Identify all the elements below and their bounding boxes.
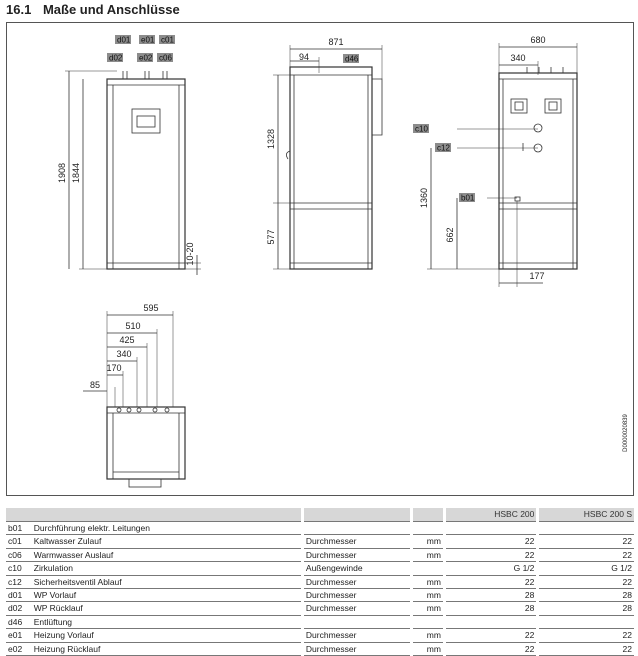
cell-code: c12 <box>6 575 32 588</box>
top-dim-85: 85 <box>89 380 101 390</box>
rear-view <box>427 43 577 287</box>
rear-bottom-offset: 177 <box>529 271 545 281</box>
rear-offset: 340 <box>510 53 526 63</box>
cell-property <box>304 615 411 628</box>
cell-description: WP Vorlauf <box>32 589 301 602</box>
cell-v2: 22 <box>539 575 634 588</box>
cell-description: Entlüftung <box>32 615 301 628</box>
cell-description: Sicherheitsventil Ablauf <box>32 575 301 588</box>
cell-v2: 28 <box>539 602 634 615</box>
section-number: 16.1 <box>6 2 32 17</box>
cell-description: Durchführung elektr. Leitungen <box>32 522 301 535</box>
cell-description: Heizung Vorlauf <box>32 629 301 642</box>
table-row <box>6 615 634 628</box>
cell-v2: 22 <box>539 535 634 548</box>
svg-text:d46: d46 <box>345 54 359 64</box>
cell-code: b01 <box>6 522 32 535</box>
svg-text:d01: d01 <box>117 35 131 45</box>
front-view <box>65 71 201 275</box>
side-height-upper: 1328 <box>266 128 276 150</box>
tag-front-top-3 <box>159 35 175 45</box>
front-height-1908: 1908 <box>57 162 67 184</box>
tag-front-top-2 <box>139 35 155 45</box>
cell-v2: 28 <box>539 589 634 602</box>
top-dim-510: 510 <box>125 321 141 331</box>
tag-rear-c10 <box>413 124 429 134</box>
top-dim-595: 595 <box>143 303 159 313</box>
cell-unit: mm <box>413 548 443 561</box>
table-row <box>6 575 634 588</box>
top-dim-170: 170 <box>106 363 122 373</box>
cell-v1: G 1/2 <box>446 562 537 575</box>
side-height-lower: 577 <box>266 229 276 245</box>
front-feet-adjust: 10-20 <box>185 242 195 266</box>
table-row <box>6 629 634 642</box>
svg-text:b01: b01 <box>461 193 475 203</box>
cell-property <box>304 522 411 535</box>
dimension-drawing <box>6 22 634 496</box>
cell-v2 <box>539 615 634 628</box>
cell-unit <box>413 562 443 575</box>
cell-unit: mm <box>413 642 443 655</box>
cell-unit <box>413 522 443 535</box>
table-row <box>6 562 634 575</box>
cell-v1: 22 <box>446 548 537 561</box>
front-height-1844: 1844 <box>71 162 81 184</box>
drawing-code: D0000020839 <box>623 414 629 452</box>
side-depth: 871 <box>328 37 344 47</box>
tag-rear-b01 <box>459 193 475 203</box>
cell-v2: 22 <box>539 548 634 561</box>
tag-front-top-1 <box>115 35 131 45</box>
cell-code: c06 <box>6 548 32 561</box>
cell-property: Durchmesser <box>304 589 411 602</box>
section-heading <box>6 2 180 17</box>
rear-height-b: 662 <box>445 227 455 243</box>
cell-code: c01 <box>6 535 32 548</box>
cell-unit <box>413 615 443 628</box>
cell-description: Zirkulation <box>32 562 301 575</box>
top-dim-340: 340 <box>116 349 132 359</box>
cell-property: Durchmesser <box>304 642 411 655</box>
cell-property: Durchmesser <box>304 575 411 588</box>
svg-text:e01: e01 <box>141 35 155 45</box>
table-row <box>6 522 634 535</box>
cell-v1 <box>446 615 537 628</box>
cell-v1: 22 <box>446 535 537 548</box>
table-row <box>6 535 634 548</box>
cell-v1: 22 <box>446 642 537 655</box>
cell-v1: 28 <box>446 602 537 615</box>
cell-code: d46 <box>6 615 32 628</box>
tag-front-bot-3 <box>157 53 173 63</box>
side-offset: 94 <box>298 52 310 62</box>
cell-v2: 22 <box>539 642 634 655</box>
svg-text:c10: c10 <box>415 124 428 134</box>
rear-height-a: 1360 <box>419 187 429 209</box>
svg-text:c01: c01 <box>161 35 174 45</box>
svg-text:c06: c06 <box>159 53 172 63</box>
cell-description: Warmwasser Auslauf <box>32 548 301 561</box>
cell-unit: mm <box>413 602 443 615</box>
cell-unit: mm <box>413 575 443 588</box>
table-row <box>6 589 634 602</box>
cell-v1: 22 <box>446 575 537 588</box>
cell-description: WP Rücklauf <box>32 602 301 615</box>
cell-code: e01 <box>6 629 32 642</box>
svg-text:c12: c12 <box>437 143 450 153</box>
header-hsbc-200: HSBC 200 <box>446 508 537 522</box>
cell-unit: mm <box>413 535 443 548</box>
cell-v1 <box>446 522 537 535</box>
cell-v2: 22 <box>539 629 634 642</box>
cell-property: Durchmesser <box>304 629 411 642</box>
tag-front-bot-2 <box>137 53 153 63</box>
cell-unit: mm <box>413 629 443 642</box>
table-header-row <box>6 508 634 522</box>
technical-drawing-svg <box>7 23 633 495</box>
cell-property: Außengewinde <box>304 562 411 575</box>
header-hsbc-200-s: HSBC 200 S <box>539 508 634 522</box>
cell-v1: 28 <box>446 589 537 602</box>
svg-text:e02: e02 <box>139 53 153 63</box>
table-row <box>6 548 634 561</box>
cell-v2: G 1/2 <box>539 562 634 575</box>
top-dim-425: 425 <box>119 335 135 345</box>
rear-width: 680 <box>530 35 546 45</box>
table-row <box>6 602 634 615</box>
section-title: Maße und Anschlüsse <box>42 2 180 17</box>
cell-property: Durchmesser <box>304 535 411 548</box>
cell-code: c10 <box>6 562 32 575</box>
cell-property: Durchmesser <box>304 548 411 561</box>
cell-code: d01 <box>6 589 32 602</box>
tag-front-bot-1 <box>107 53 123 63</box>
tag-side-vent <box>343 54 359 64</box>
cell-unit: mm <box>413 589 443 602</box>
cell-description: Heizung Rücklauf <box>32 642 301 655</box>
cell-property: Durchmesser <box>304 602 411 615</box>
connections-table <box>6 508 634 656</box>
cell-code: e02 <box>6 642 32 655</box>
tag-rear-c12 <box>435 143 451 153</box>
cell-code: d02 <box>6 602 32 615</box>
cell-v1: 22 <box>446 629 537 642</box>
cell-description: Kaltwasser Zulauf <box>32 535 301 548</box>
cell-v2 <box>539 522 634 535</box>
svg-text:d02: d02 <box>109 53 123 63</box>
side-view <box>273 45 382 269</box>
table-row <box>6 642 634 655</box>
